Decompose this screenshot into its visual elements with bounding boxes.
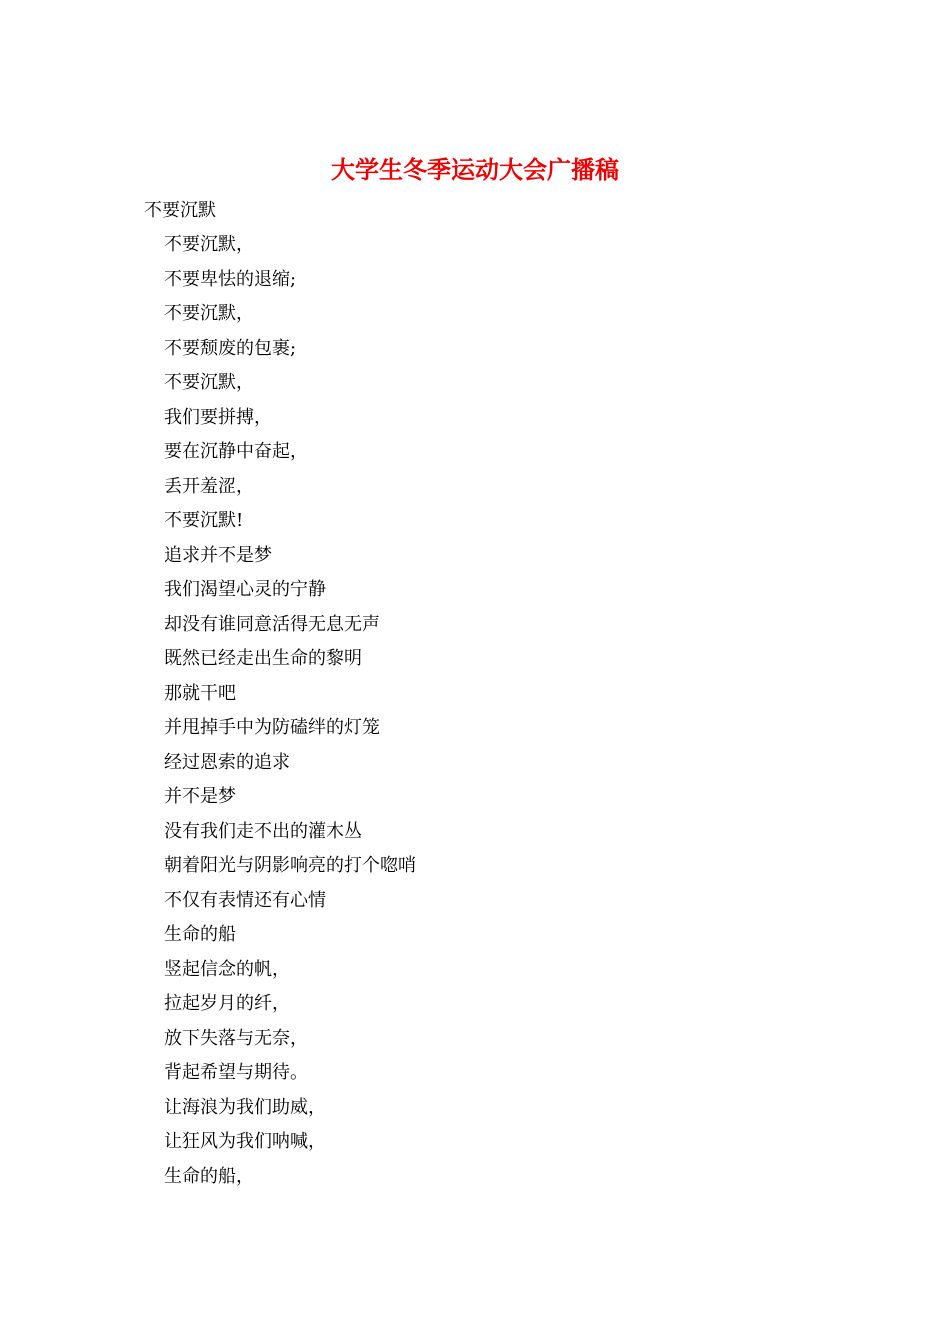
poem-line: 拉起岁月的纤， [164,993,290,1014]
poem-line: 背起希望与期待。 [164,1062,308,1083]
poem-line: 不要沉默， [164,234,254,255]
poem-line: 生命的船 [164,924,236,945]
poem-line: 让海浪为我们助威， [164,1096,326,1118]
poem-line: 既然已经走出生命的黎明 [164,648,362,669]
poem-line: 我们要拼搏， [164,406,272,428]
poem-line: 并甩掉手中为防磕绊的灯笼 [164,717,380,738]
poem-line: 并不是梦 [164,786,236,807]
poem-line: 朝着阳光与阴影响亮的打个唿哨 [164,855,416,876]
poem-line: 那就干吧 [164,682,236,704]
poem-line: 让狂风为我们呐喊， [164,1131,326,1152]
first-line: 不要沉默 [144,200,216,221]
poem-line: 要在沉静中奋起， [164,441,308,462]
poem-line: 不仅有表情还有心情 [164,889,326,911]
document-title: 大学生冬季运动大会广播稿 [331,156,619,184]
poem-line: 不要卑怯的退缩; [164,268,297,290]
poem-line: 追求并不是梦 [164,544,272,566]
poem-line: 却没有谁同意活得无息无声 [164,613,380,635]
poem-line: 竖起信念的帆， [164,958,290,980]
poem-line: 不要沉默， [164,372,254,393]
poem-line: 经过恩索的追求 [164,751,290,773]
poem-line: 不要颓废的包裹; [164,337,297,359]
poem-line: 不要沉默， [164,303,254,324]
poem-line: 没有我们走不出的灌木丛 [164,820,362,842]
poem-line: 生命的船， [164,1165,254,1187]
poem-line: 丢开羞涩， [164,475,254,497]
poem-line: 不要沉默! [164,510,244,531]
poem-body [164,230,416,1196]
poem-line: 我们渴望心灵的宁静 [164,579,326,600]
poem-line: 放下失落与无奈， [164,1027,308,1049]
